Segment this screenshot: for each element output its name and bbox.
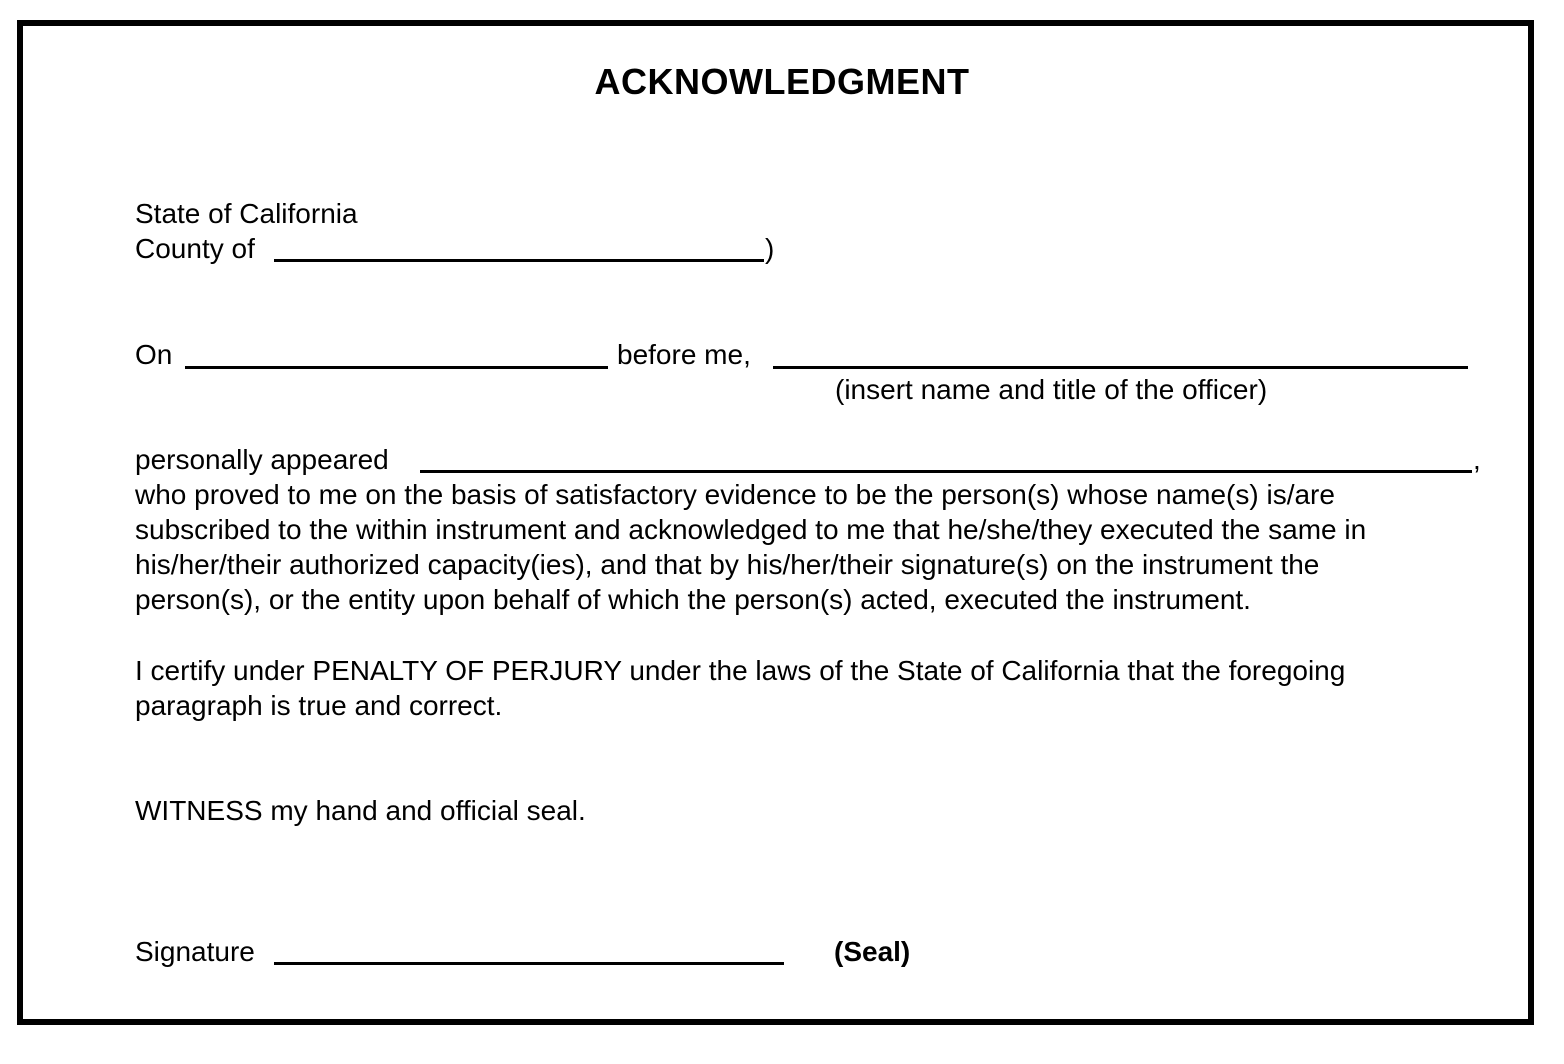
seal-label: (Seal) [834, 936, 911, 967]
on-label: On [135, 339, 173, 370]
signature-label: Signature [135, 936, 255, 967]
county-close-paren: ) [765, 233, 775, 264]
certify-line: paragraph is true and correct. [135, 690, 503, 721]
body-line: who proved to me on the basis of satisfactory evidence to be the person(s) whose name(s) is/are [135, 479, 1335, 510]
document-title: ACKNOWLEDGMENT [594, 61, 970, 102]
body-line: subscribed to the within instrument and acknowledged to me that he/she/they executed the same in [135, 514, 1367, 545]
date-field[interactable] [185, 366, 608, 369]
appeared-field[interactable] [420, 470, 1472, 473]
body-line: person(s), or the entity upon behalf of which the person(s) acted, executed the instrument. [135, 584, 1251, 615]
county-label: County of [135, 233, 255, 264]
county-field[interactable] [274, 259, 764, 262]
appeared-label: personally appeared [135, 444, 389, 475]
certify-line: I certify under PENALTY OF PERJURY under the laws of the State of California that the foregoing [135, 655, 1346, 686]
body-line: his/her/their authorized capacity(ies), and that by his/her/their signature(s) on the instrument the [135, 549, 1320, 580]
signature-field[interactable] [274, 962, 784, 965]
appeared-trailing-comma: , [1473, 444, 1481, 475]
state-line: State of California [135, 198, 358, 229]
witness-line: WITNESS my hand and official seal. [135, 795, 586, 826]
before-me-label: before me, [617, 339, 751, 370]
officer-caption: (insert name and title of the officer) [835, 374, 1268, 405]
officer-field[interactable] [773, 366, 1468, 369]
